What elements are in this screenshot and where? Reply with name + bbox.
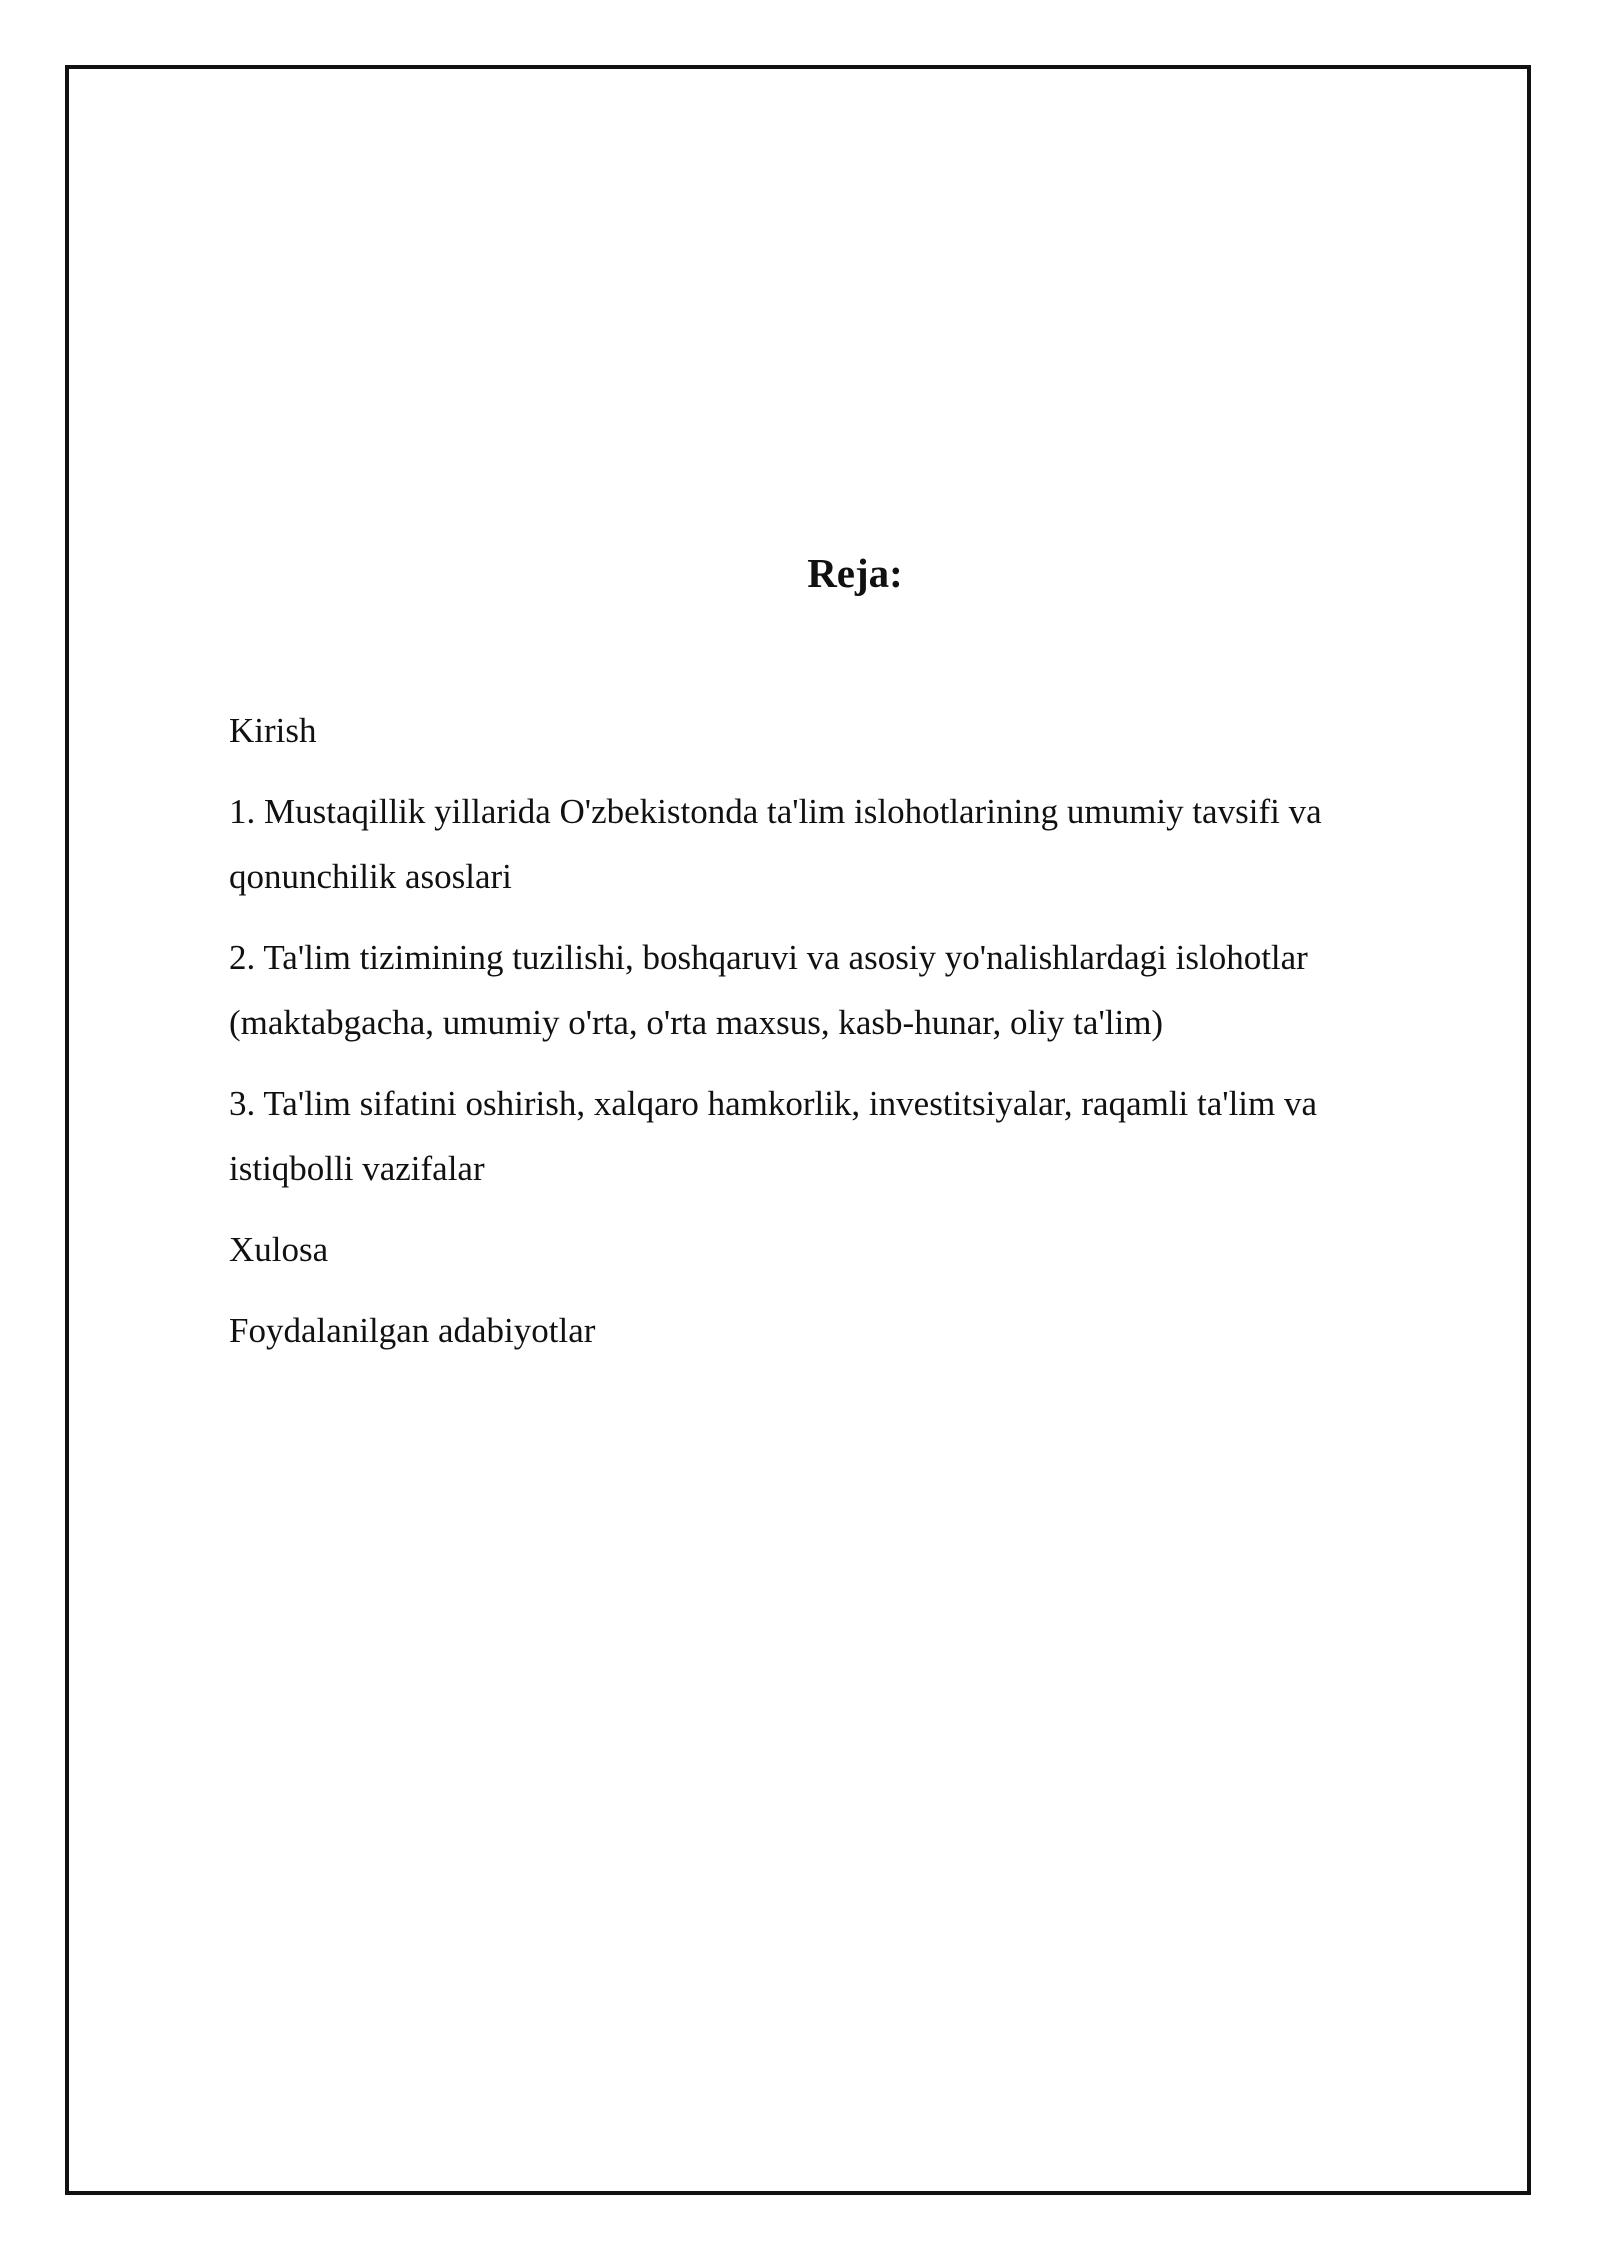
plan-item-references: Foydalanilgan adabiyotlar [229,1311,596,1350]
plan-item-3: 3. Ta'lim sifatini oshirish, xalqaro hamkorlik, investitsiyalar, raqamli ta'lim va istiqbolli vazifalar [229,1084,1318,1188]
plan-item-conclusion: Xulosa [229,1230,329,1269]
plan-item-2: 2. Ta'lim tizimining tuzilishi, boshqaruvi va asosiy yo'nalishlardagi islohotlar (maktabgacha, umumiy o'rta, o'rta maxsus, kasb-hunar, oliy ta'lim) [229,938,1308,1042]
plan-item-intro: Kirish [229,711,317,750]
plan-item-1: 1. Mustaqillik yillarida O'zbekistonda ta'lim islohotlarining umumiy tavsifi va qonunchilik asoslari [229,792,1322,896]
page-title: Reja: [807,550,903,596]
plan-list [229,698,1409,1379]
